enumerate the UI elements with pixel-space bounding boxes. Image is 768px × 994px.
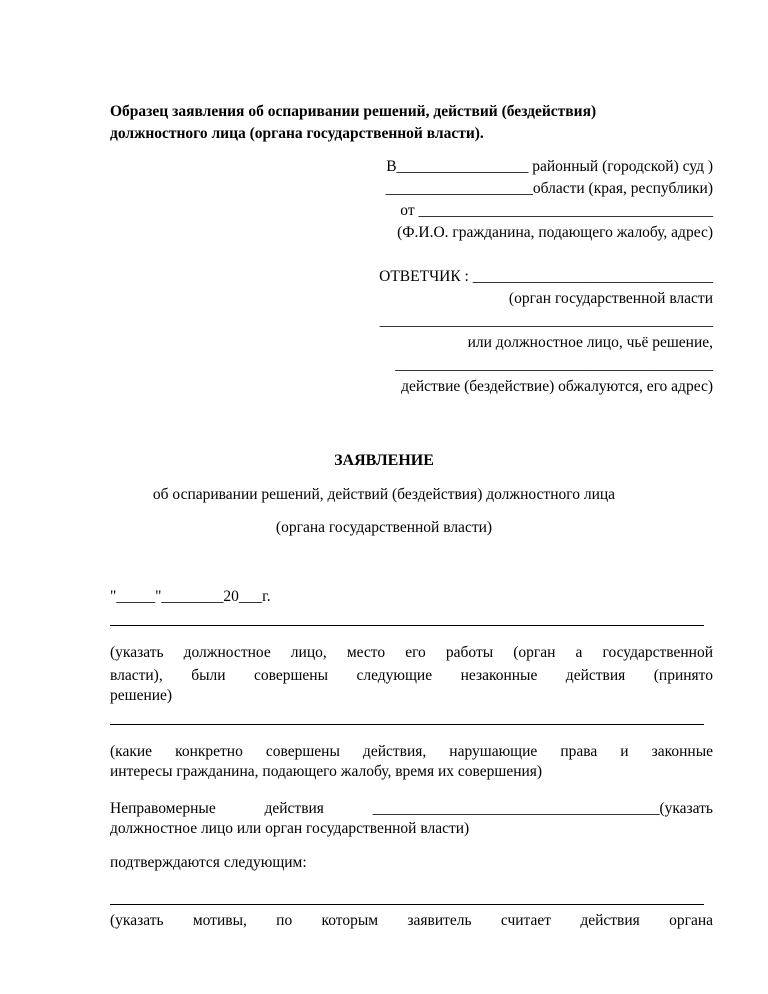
defendant-blank-line: ___________________________________________ (379, 312, 713, 329)
statement-subtitle-2: (органа государственной власти) (275, 519, 493, 536)
defendant-note-2: или должностное лицо, чьё решение, (467, 334, 713, 351)
title-line-2: должностного лица (органа государственной власти). (110, 125, 484, 142)
paragraph-line: решение) (110, 687, 173, 704)
defendant-note-1: (орган государственной власти (508, 290, 713, 307)
date-line: "_____"________20___г. (110, 588, 271, 605)
title-line-1: Образец заявления об оспаривании решений, действий (бездействия) (110, 103, 597, 120)
fill-in-line (110, 625, 704, 626)
paragraph-line: Неправомерные действия _____________________________________(указать (110, 800, 713, 817)
paragraph-line: должностное лицо или орган государственной власти) (110, 820, 470, 837)
document-title (110, 101, 596, 145)
statement-subtitle-1: об оспаривании решений, действий (бездействия) должностного лица (152, 486, 616, 503)
defendant-line: ОТВЕТЧИК : _______________________________ (379, 268, 713, 285)
paragraph-actions (110, 740, 713, 763)
region-line: ___________________области (края, республики) (385, 180, 713, 197)
fill-in-line (110, 904, 704, 905)
paragraph-confirmed: подтверждаются следующим: (110, 854, 307, 871)
paragraph-line: (указать должностное лицо, место его работы (орган а государственной (110, 644, 713, 661)
paragraph-unlawful (110, 797, 713, 820)
statement-heading: ЗАЯВЛЕНИЕ (334, 452, 434, 469)
defendant-note-3: действие (бездействие) обжалуются, его адрес) (401, 378, 713, 395)
paragraph-line: интересы гражданина, подающего жалобу, время их совершения) (110, 763, 543, 780)
defendant-blank-line-2: _________________________________________ (395, 356, 713, 373)
paragraph-motives (110, 909, 713, 932)
from-line: от ______________________________________ (400, 202, 713, 219)
paragraph-line: власти), были совершены следующие незаконные действия (принято (110, 667, 713, 684)
court-line: В_________________ районный (городской) суд ) (386, 158, 713, 175)
paragraph-line: (указать мотивы, по которым заявитель считает действия органа (110, 912, 713, 929)
paragraph-official (110, 641, 713, 687)
from-note: (Ф.И.О. гражданина, подающего жалобу, адрес) (397, 224, 713, 241)
fill-in-line (110, 724, 704, 725)
paragraph-line: (какие конкретно совершены действия, нарушающие права и законные (110, 743, 713, 760)
